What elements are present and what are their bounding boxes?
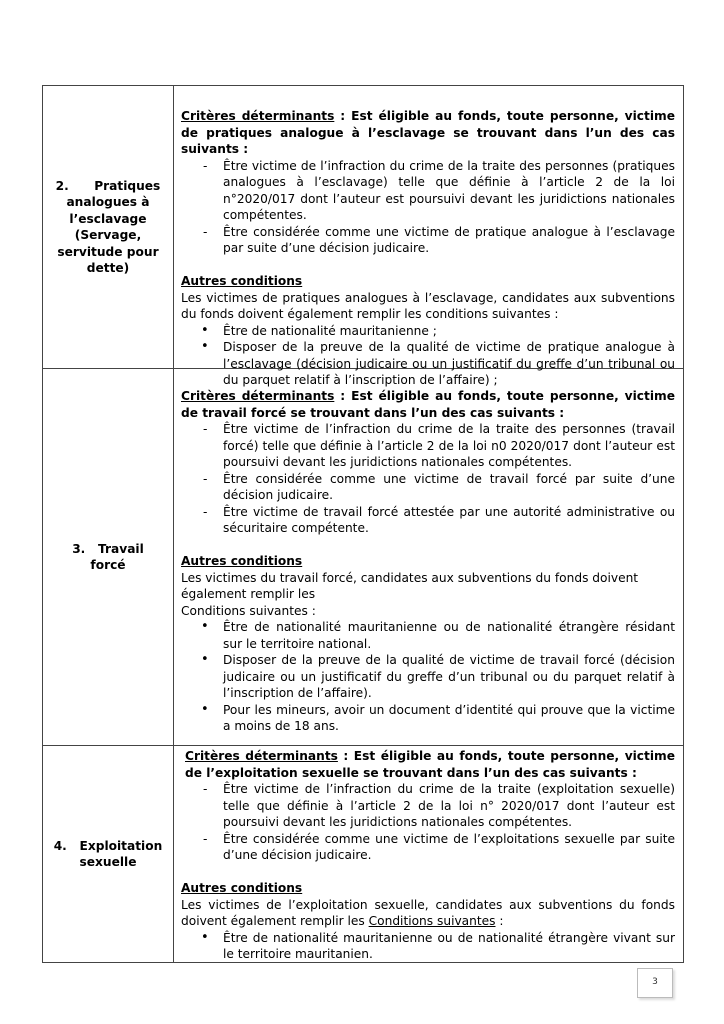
row-content-cell (173, 746, 683, 963)
table-row (43, 369, 683, 746)
table-row (43, 746, 683, 962)
condition-item: • Être de nationalité mauritanienne ou de nationalité étrangère vivant sur le territoire mauritanien. (181, 930, 675, 963)
page-number-box (637, 968, 673, 998)
criteria-item: - Être considérée comme une victime de travail forcé par suite d’une décision judicaire. (181, 471, 675, 504)
criteria-title: Critères déterminants (181, 109, 335, 123)
row-label: 2. Pratiques analogues à l’esclavage (Servage, servitude pour dette) (55, 178, 161, 275)
criteria-title: Critères déterminants (185, 749, 338, 763)
table-row (43, 86, 683, 387)
criteria-head: : Est éligible au fonds, toute personne, victime de travail forcé se trouvant dans l’un des cas suivants : (181, 389, 675, 420)
intro-colon: : (495, 914, 504, 928)
page-number: 3 (652, 977, 658, 987)
conditions-link-text: Conditions suivantes (368, 914, 496, 928)
other-conditions-intro: Les victimes du travail forcé, candidates aux subventions du fonds doivent également remplir les (181, 570, 639, 601)
row-label-cell (43, 86, 174, 368)
other-conditions-intro (181, 897, 675, 930)
other-conditions-intro: Les victimes de pratiques analogues à l’esclavage, candidates aux subventions du fonds doivent également remplir les conditions suivantes : (181, 290, 675, 321)
condition-item: • Être de nationalité mauritanienne ou de nationalité étrangère résidant sur le territoire national. (181, 619, 675, 652)
row-label-cell (43, 369, 174, 745)
other-conditions-title: Autres conditions (181, 274, 303, 288)
condition-item: • Pour les mineurs, avoir un document d’identité qui prouve que la victime a moins de 18 ans. (181, 702, 675, 735)
criteria-head: : Est éligible au fonds, toute personne, victime de l’exploitation sexuelle se trouvant dans l’un des cas suivants : (185, 749, 676, 780)
other-conditions-title: Autres conditions (181, 554, 303, 568)
row-label: 3. Travail forcé (72, 541, 144, 572)
criteria-item: - Être victime de travail forcé attestée par une autorité administrative ou sécuritaire compétente. (181, 504, 675, 537)
criteria-item: - Être victime de l’infraction du crime de la traite des personnes (travail forcé) telle que définie à l’article 2 de la loi n0 2020/017 dont l’auteur est poursuivi devant les juridictions nationales compétentes. (181, 421, 675, 471)
criteria-item: - Être considérée comme une victime de l’exploitations sexuelle par suite d’une décision judicaire. (181, 831, 675, 864)
criteria-item: - Être considérée comme une victime de pratique analogue à l’esclavage par suite d’une décision judicaire. (181, 224, 675, 257)
criteria-item: - Être victime de l’infraction du crime de la traite des personnes (pratiques analogues à l’esclavage) telle que définie à l’article 2 de la loi n°2020/017 dont l’auteur est poursuivi devant les juridictions nationales compétentes. (181, 158, 675, 224)
row-content-cell (173, 369, 683, 735)
other-conditions-title: Autres conditions (181, 881, 303, 895)
row-label: 4. Exploitation sexuelle (53, 838, 163, 869)
row-content-cell (173, 86, 683, 389)
criteria-head: : Est éligible au fonds, toute personne, victime de pratiques analogue à l’esclavage se trouvant dans l’un des cas suivants : (181, 109, 675, 156)
criteria-item: - Être victime de l’infraction du crime de la traite (exploitation sexuelle) telle que définie à l’article 2 de la loi n° 2020/017 dont l’auteur est poursuivi devant les juridictions nationales compétentes. (181, 781, 675, 831)
other-conditions-intro-2: Conditions suivantes : (181, 603, 316, 618)
condition-item: • Disposer de la preuve de la qualité de victime de pratique analogue à l’esclavage (décision judicaire ou un justificatif du greffe d’un tribunal ou du parquet relatif à l’inscription de l’affaire) ; (181, 339, 675, 389)
row-label-cell (43, 746, 174, 962)
condition-item: • Être de nationalité mauritanienne ; (181, 323, 675, 340)
intro-text: Les victimes de l’exploitation sexuelle, candidates aux subventions du fonds doivent également remplir les (181, 897, 675, 928)
condition-item: • Disposer de la preuve de la qualité de victime de travail forcé (décision judicaire ou un justificatif du greffe d’un tribunal ou du parquet relatif à l’inscription de l’affaire). (181, 652, 675, 702)
criteria-title: Critères déterminants (181, 389, 335, 403)
eligibility-table (42, 85, 684, 963)
